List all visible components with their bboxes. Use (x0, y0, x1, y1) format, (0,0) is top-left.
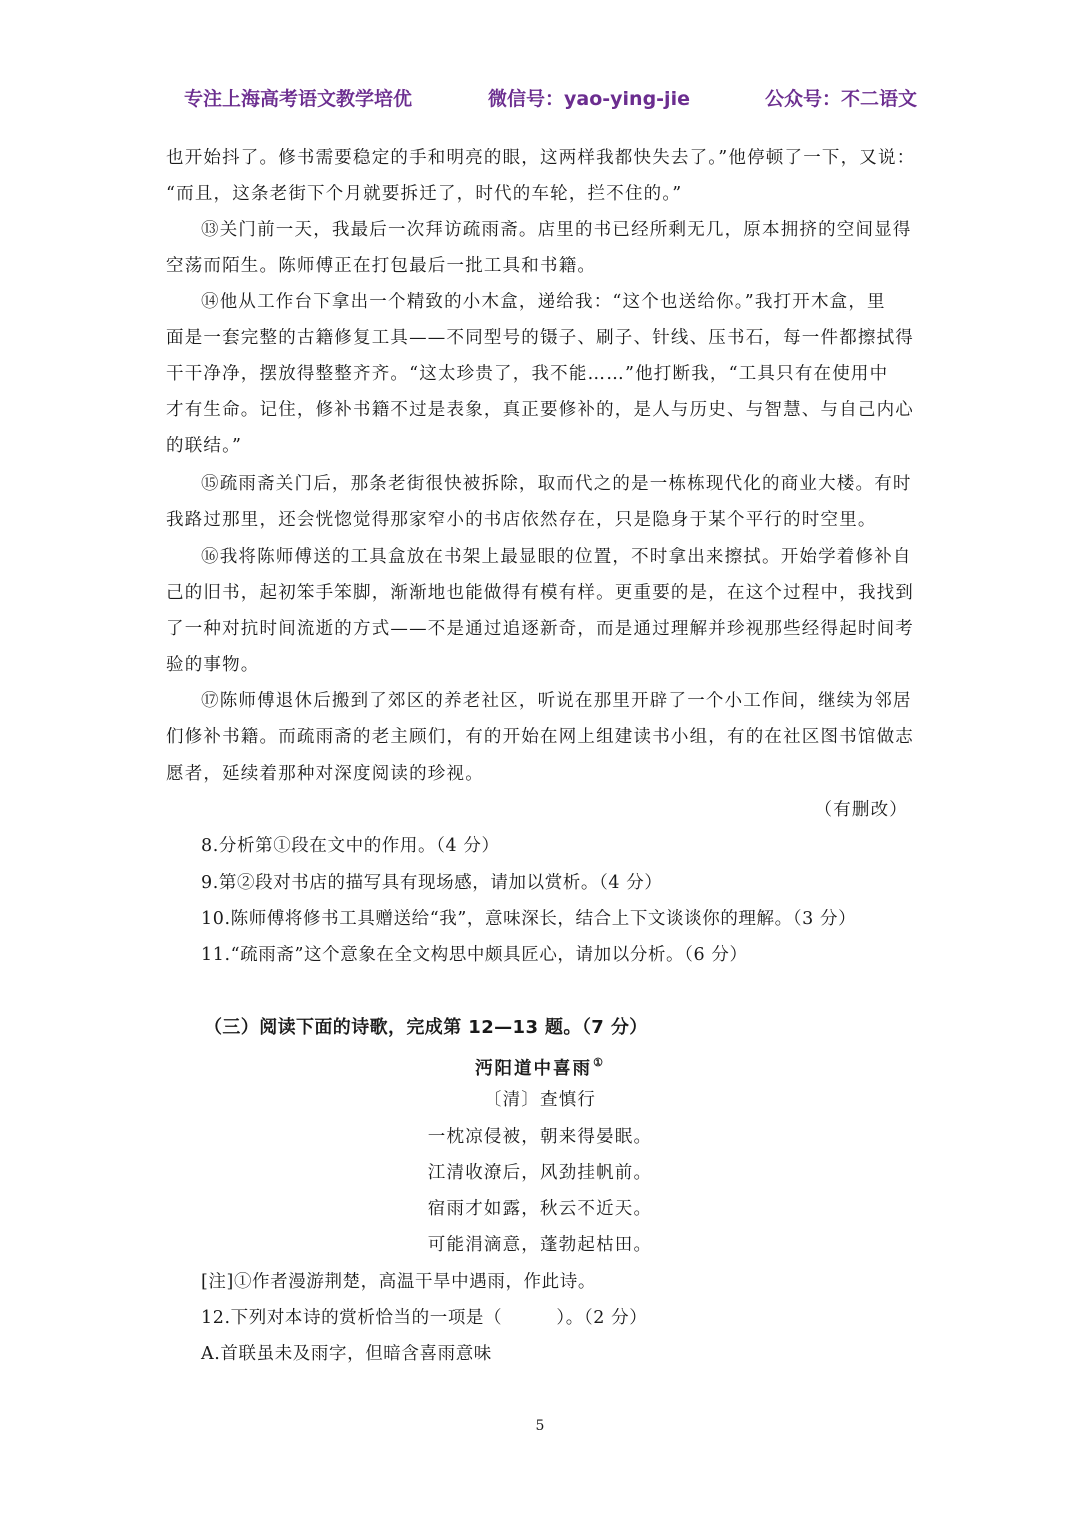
text-line: 才有生命。记住，修补书籍不过是表象，真正要修补的，是人与历史、与智慧、与自己内心 (166, 400, 914, 420)
header-public-account: 公众号：不二语文 (765, 88, 918, 110)
text-line: “而且，这条老街下个月就要拆迁了，时代的车轮，拦不住的。” (166, 184, 683, 204)
header-wechat-id: 微信号：yao-ying-jie (488, 88, 690, 110)
text-line: 的联结。” (166, 436, 243, 456)
text-line: 了一种对抗时间流逝的方式——不是通过追逐新奇，而是通过理解并珍视那些经得起时间考 (166, 619, 914, 639)
poem-line-3: 宿雨才如露，秋云不近天。 (427, 1199, 653, 1219)
header-left-text: 专注上海高考语文教学培优 (184, 88, 413, 110)
paragraph-13: ⑬关门前一天，我最后一次拜访疏雨斋。店里的书已经所剩无几，原本拥挤的空间显得 (201, 220, 912, 240)
text-line: 面是一套完整的古籍修复工具——不同型号的镊子、刷子、针线、压书石，每一件都擦拭得 (166, 328, 914, 348)
poem-title-footnote-mark: ① (593, 1056, 605, 1069)
text-line: 验的事物。 (166, 655, 260, 675)
paragraph-14: ⑭他从工作台下拿出一个精致的小木盒，递给我：“这个也送给你。”我打开木盒，里 (201, 292, 886, 312)
text-line: 愿者，延续着那种对深度阅读的珍视。 (166, 764, 484, 784)
page-number: 5 (535, 1418, 545, 1434)
poem-title-text: 沔阳道中喜雨 (475, 1059, 593, 1079)
text-line: 干干净净，摆放得整整齐齐。“这太珍贵了，我不能……”他打断我，“工具只有在使用中 (166, 364, 889, 384)
paragraph-15: ⑮疏雨斋关门后，那条老街很快被拆除，取而代之的是一栋栋现代化的商业大楼。有时 (201, 474, 912, 494)
poem-line-4: 可能涓滴意，蓬勃起枯田。 (427, 1235, 653, 1255)
text-line: 己的旧书，起初笨手笨脚，渐渐地也能做得有模有样。更重要的是，在这个过程中，我找到 (166, 583, 914, 603)
section-3-heading: （三）阅读下面的诗歌，完成第 12—13 题。（7 分） (204, 1017, 648, 1038)
question-12: 12.下列对本诗的赏析恰当的一项是（ ）。（2 分） (201, 1308, 648, 1328)
question-9: 9.第②段对书店的描写具有现场感，请加以赏析。（4 分） (201, 873, 663, 893)
paragraph-16: ⑯我将陈师傅送的工具盒放在书架上最显眼的位置，不时拿出来擦拭。开始学着修补自 (201, 547, 912, 567)
source-note: （有删改） (814, 800, 908, 820)
poem-title (0, 1051, 1080, 1081)
poem-line-1: 一枕凉侵被，朝来得晏眠。 (427, 1127, 653, 1147)
page-header (0, 84, 1080, 114)
poem-author: 〔清〕查慎行 (483, 1090, 597, 1110)
text-line: 也开始抖了。修书需要稳定的手和明亮的眼，这两样我都快失去了。”他停顿了一下，又说： (166, 148, 916, 168)
text-line: 们修补书籍。而疏雨斋的老主顾们，有的开始在网上组建读书小组，有的在社区图书馆做志 (166, 727, 914, 747)
question-8: 8.分析第①段在文中的作用。（4 分） (201, 836, 500, 856)
poem-note: [注]①作者漫游荆楚，高温干旱中遇雨，作此诗。 (201, 1272, 596, 1292)
text-line: 我路过那里，还会恍惚觉得那家窄小的书店依然存在，只是隐身于某个平行的时空里。 (166, 510, 877, 530)
poem-line-2: 江清收潦后，风劲挂帆前。 (427, 1163, 653, 1183)
question-11: 11.“疏雨斋”这个意象在全文构思中颇具匠心，请加以分析。（6 分） (201, 945, 748, 965)
question-12-option-a: A.首联虽未及雨字，但暗含喜雨意味 (201, 1344, 492, 1364)
paragraph-17: ⑰陈师傅退休后搬到了郊区的养老社区，听说在那里开辟了一个小工作间，继续为邻居 (201, 691, 912, 711)
text-line: 空荡而陌生。陈师傅正在打包最后一批工具和书籍。 (166, 256, 597, 276)
question-10: 10.陈师傅将修书工具赠送给“我”，意味深长，结合上下文谈谈你的理解。（3 分） (201, 909, 857, 929)
